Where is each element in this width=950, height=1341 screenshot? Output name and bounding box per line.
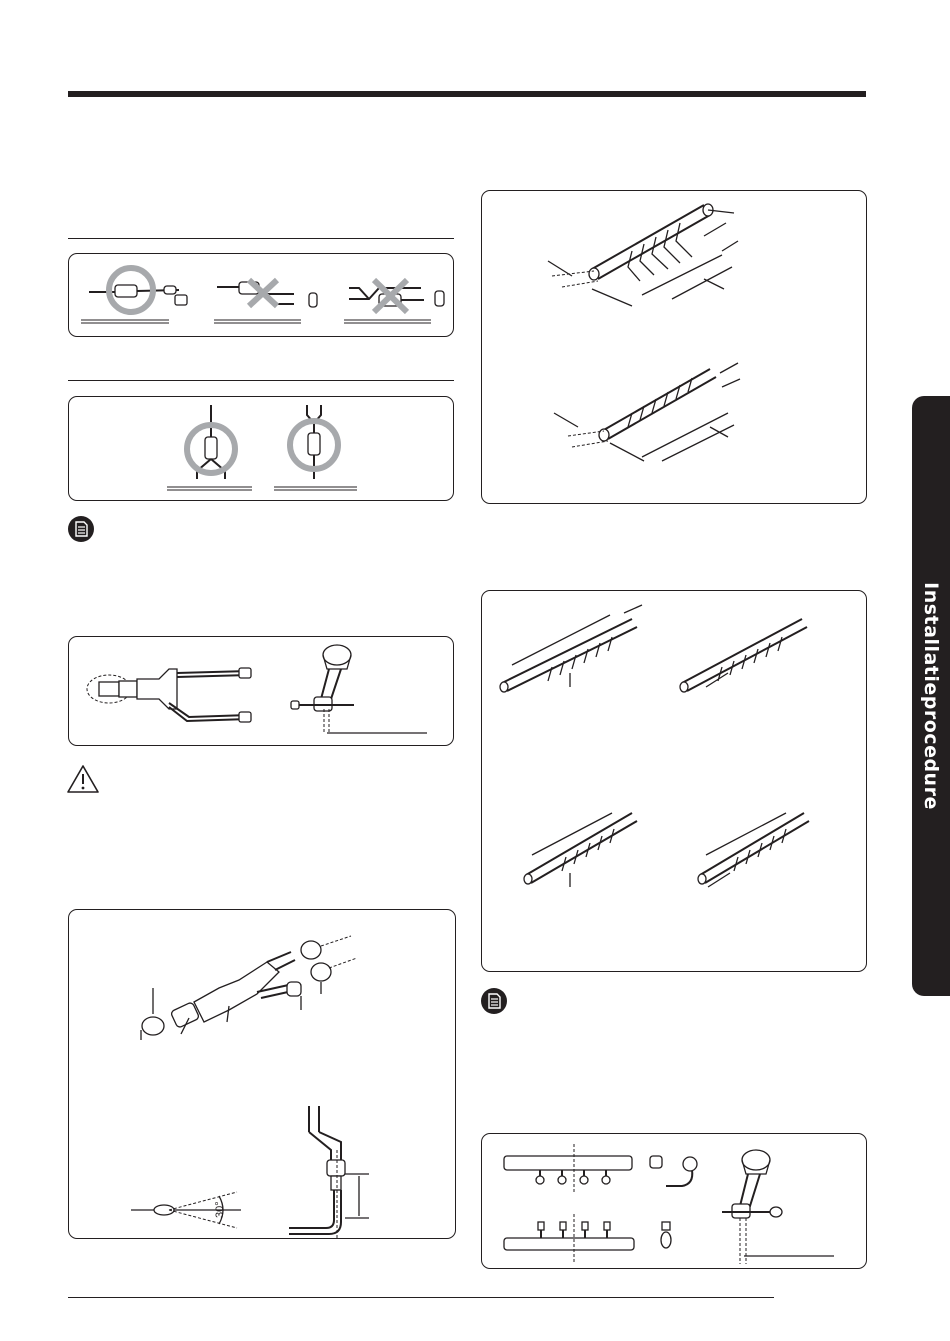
insulation-panel — [68, 909, 456, 1239]
header-pipe-figure — [482, 191, 868, 505]
horizontal-orientation-panel — [68, 253, 454, 337]
vertical-orientation-figure — [69, 397, 455, 502]
pipe-cutting-figure — [69, 637, 455, 747]
section-rule-horizontal — [68, 238, 454, 239]
header-pipe-panel — [481, 190, 867, 504]
insulation-figure — [69, 910, 457, 1240]
footer-rule — [68, 1297, 774, 1298]
y-joint-horizontal-ok — [89, 268, 187, 312]
y-joint-with-cut-mark — [87, 668, 251, 722]
ground-hatch-3 — [344, 320, 431, 323]
ground-hatch-4 — [167, 487, 252, 490]
header-variation-2 — [680, 619, 807, 692]
header-variation-3 — [524, 813, 637, 887]
section-rule-vertical — [68, 380, 454, 381]
y-joint-vertical-ok-1 — [187, 405, 235, 479]
header-variation-figure — [482, 591, 868, 973]
y-joint-with-caps — [141, 936, 357, 1040]
header-pipe-top — [548, 204, 738, 306]
side-tab-label: Installatieprocedure — [920, 582, 942, 810]
header-variation-panel — [481, 590, 867, 972]
horizontal-orientation-figure — [69, 254, 455, 338]
note-icon-right — [481, 988, 507, 1014]
y-joint-vertical-ok-2 — [290, 405, 338, 479]
angle-label: 30° — [214, 1201, 226, 1218]
pipe-cutter-tool-right — [722, 1150, 834, 1264]
header-top-view — [504, 1144, 697, 1194]
ground-hatch-5 — [274, 487, 357, 490]
header-cutting-figure — [482, 1134, 868, 1270]
side-tab — [912, 396, 950, 996]
header-pipe-bottom — [554, 363, 740, 461]
ground-hatch-1 — [81, 320, 169, 323]
header-variation-1 — [500, 605, 642, 692]
vertical-y-joint-height — [289, 1106, 369, 1240]
y-joint-tilted-ng — [217, 280, 317, 307]
angle-diagram — [131, 1192, 241, 1228]
header-variation-4 — [698, 813, 809, 887]
y-joint-twisted-ng — [349, 280, 444, 312]
warning-icon — [66, 764, 100, 794]
ground-hatch-2 — [214, 320, 301, 323]
note-icon — [68, 516, 94, 542]
pipe-cutting-panel — [68, 636, 454, 746]
vertical-orientation-panel — [68, 396, 454, 501]
header-side-view — [504, 1214, 671, 1264]
header-cutting-panel — [481, 1133, 867, 1269]
header-rule — [68, 91, 866, 97]
pipe-cutter-tool — [291, 645, 427, 733]
